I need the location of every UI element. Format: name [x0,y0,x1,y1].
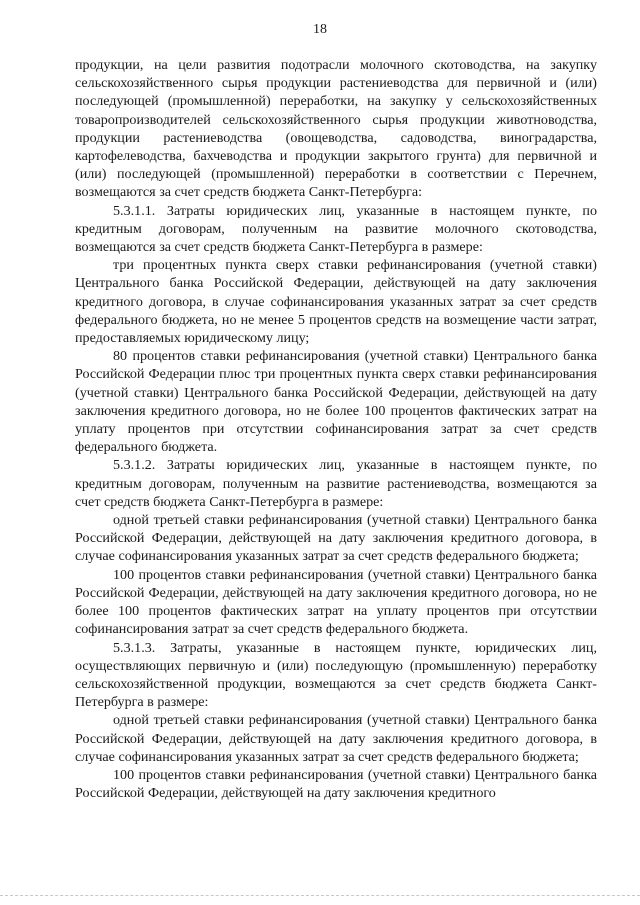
paragraph-5-3-1-2-option-1: одной третьей ставки рефинансирования (учетной ставки) Центрального банка Российской Федерации, действующей на дату заключения кредитного договора, в случае софинансирования указанных затрат за счет средств федерального бюджета; [75,512,597,565]
paragraph-5-3-1-1-option-2: 80 процентов ставки рефинансирования (учетной ставки) Центрального банка Российской Федерации плюс три процентных пункта сверх ставки рефинансирования (учетной ставки) Центрального банка Российской Федерации, действующей на дату заключения кредитного договора, но не более 100 процентов фактических затрат на уплату процентов при отсутствии софинансирования затрат за счет средств федерального бюджета. [75,348,597,456]
paragraph-5-3-1-2-option-2: 100 процентов ставки рефинансирования (учетной ставки) Центрального банка Российской Федерации, действующей на дату заключения кредитного договора, но не более 100 процентов фактических затрат на уплату процентов при отсутствии софинансирования затрат за счет средств федерального бюджета. [75,566,597,638]
scan-edge-divider [0,895,640,897]
paragraph-5-3-1-3: 5.3.1.3. Затраты, указанные в настоящем пункте, юридических лиц, осуществляющих первичную и (или) последующую (промышленную) переработку сельскохозяйственной продукции, возмещаются за счет средств бюджета Санкт-Петербурга в размере: [75,639,597,711]
paragraph-5-3-1-1: 5.3.1.1. Затраты юридических лиц, указанные в настоящем пункте, по кредитным договорам, полученным на развитие молочного скотоводства, возмещаются за счет средств бюджета Санкт-Петербурга в размере: [75,202,597,256]
paragraph-5-3-1-3-option-2: 100 процентов ставки рефинансирования (учетной ставки) Центрального банка Российской Федерации, действующей на дату заключения кредитного [75,766,597,802]
document-body [75,56,597,802]
paragraph-5-3-1-2: 5.3.1.2. Затраты юридических лиц, указанные в настоящем пункте, по кредитным договорам, полученным на развитие растениеводства, возмещаются за счет средств бюджета Санкт-Петербурга в размере: [75,457,597,510]
paragraph-5-3-1-3-option-1: одной третьей ставки рефинансирования (учетной ставки) Центрального банка Российской Федерации, действующей на дату заключения кредитного договора, в случае софинансирования указанных затрат за счет средств федерального бюджета; [75,712,597,765]
page-number: 18 [313,22,327,37]
paragraph-5-3-1-1-option-1: три процентных пункта сверх ставки рефинансирования (учетной ставки) Центрального банка Российской Федерации, действующей на дату заключения кредитного договора, в случае софинансирования указанных затрат за счет средств федерального бюджета, но не менее 5 процентов средств на возмещение части затрат, предоставляемых юридическому лицу; [75,257,597,347]
paragraph-intro-continuation: продукции, на цели развития подотрасли молочного скотоводства, на закупку сельскохозяйственного сырья продукции растениеводства для первичной и (или) последующей (промышленной) переработки, на закупку у сельскохозяйственных товаропроизводителей сельскохозяйственного сырья продукции животноводства, продукции растениеводства (овощеводства, садоводства, виноградарства, картофелеводства, бахчеводства и продукции закрытого грунта) для первичной и (или) последующей (промышленной) переработки в соответствии с Перечнем, возмещаются за счет средств бюджета Санкт-Петербурга: [75,57,597,201]
